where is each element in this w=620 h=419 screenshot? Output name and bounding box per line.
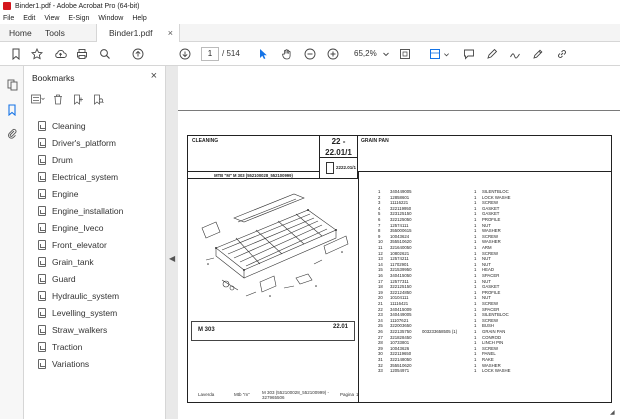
panel-splitter[interactable]: [166, 66, 178, 419]
bookmark-item[interactable]: Hydraulic_system: [38, 287, 162, 304]
draw-icon[interactable]: [508, 46, 522, 62]
parts-row-part-number: 12577311: [390, 278, 409, 284]
document-view[interactable]: [178, 66, 620, 419]
parts-row-number: 31: [378, 357, 383, 362]
parts-row-part-number: 321539950: [390, 267, 412, 273]
layout-dropdown-chevron-icon[interactable]: [442, 46, 450, 62]
parts-row-number: 32: [378, 362, 383, 368]
parts-row-description: PROFILE: [482, 217, 501, 222]
parts-row-quantity: 1: [474, 278, 477, 284]
parts-row-description: PANEL: [482, 351, 496, 357]
drawing-code: 22.01: [332, 324, 348, 330]
page-count: / 514: [222, 49, 240, 58]
hand-tool-icon[interactable]: [280, 46, 294, 62]
bookmark-item[interactable]: Traction: [38, 338, 162, 355]
parts-row-number: 14: [378, 261, 383, 267]
parts-row-quantity: 1: [474, 273, 477, 278]
parts-row-description: NUT: [482, 278, 491, 284]
parts-row-quantity: 1: [474, 317, 477, 323]
pdf-page: [178, 111, 620, 419]
footer-page-label: Pagina: [340, 392, 355, 397]
parts-row-number: 19: [378, 289, 383, 295]
parts-sheet: [187, 135, 612, 403]
comment-icon[interactable]: [462, 46, 476, 62]
parts-row-quantity: 1: [474, 250, 477, 256]
bookmark-icon: [38, 172, 46, 182]
drawing-model: M 303: [198, 327, 215, 333]
sheet-stamp-value: 2222.01/1: [336, 165, 357, 170]
parts-row-part-number: 355510620: [390, 362, 412, 368]
bookmark-item[interactable]: Electrical_system: [38, 168, 162, 185]
parts-row-number: 11: [378, 245, 383, 250]
parts-row-description: LOCK WASHE: [482, 194, 511, 200]
navigation-rail: [0, 66, 24, 419]
parts-row-quantity: 1: [474, 194, 477, 200]
parts-row-description: GASKET: [482, 205, 500, 211]
parts-row-quantity: 1: [474, 261, 477, 267]
zoom-in-icon[interactable]: [326, 46, 340, 62]
fit-page-icon[interactable]: [398, 46, 412, 62]
footer-serial: M 303 (552100028_552100999) - 327965506: [262, 390, 330, 400]
parts-row-quantity: 1: [474, 301, 477, 306]
parts-row-part-number: 355000615: [390, 228, 412, 234]
parts-row-part-number: 11702901: [390, 261, 409, 267]
parts-row-number: 21: [378, 301, 383, 306]
parts-row-part-number: 322125150: [390, 284, 412, 290]
parts-row-part-number: 355510620: [390, 239, 412, 245]
bookmarks-panel-title: Bookmarks: [32, 73, 75, 83]
parts-row-number: 10: [378, 239, 383, 245]
sheet-code-box: [320, 136, 358, 158]
menu-window[interactable]: Window: [98, 14, 124, 22]
parts-row-description: NUT: [482, 256, 491, 262]
parts-row-number: 16: [378, 273, 383, 278]
sheet-code-top: 22 -: [331, 137, 346, 146]
bookmark-options-icon[interactable]: [30, 92, 46, 106]
parts-row-number: 17: [378, 278, 383, 284]
parts-row-number: 1: [378, 189, 381, 194]
menu-edit[interactable]: Edit: [23, 14, 36, 22]
fill-sign-icon[interactable]: [531, 46, 545, 62]
parts-row-description: SPACER: [482, 273, 500, 278]
parts-row-quantity: 1: [474, 340, 477, 346]
star-icon[interactable]: [29, 46, 45, 62]
parts-row-note: 003233658505 (1): [422, 329, 458, 334]
parts-row-part-number: 323125150: [390, 211, 412, 217]
parts-row-number: 3: [378, 200, 381, 206]
parts-row-number: 2: [378, 194, 381, 200]
footer-brand: Laverda: [198, 392, 215, 397]
parts-row-description: SCREW: [482, 250, 498, 256]
parts-row-quantity: 1: [474, 329, 477, 334]
bookmark-icon: [38, 274, 46, 284]
parts-row-description: SCREW: [482, 317, 498, 323]
parts-row-description: GASKET: [482, 284, 500, 290]
parts-row-description: SCREW: [482, 345, 498, 351]
parts-row-quantity: 1: [474, 334, 477, 340]
parts-row-description: GRAIN PAN: [482, 329, 506, 334]
parts-row-description: SCREW: [482, 301, 498, 306]
bookmark-icon: [38, 359, 46, 369]
parts-row-number: 6: [378, 217, 381, 222]
bookmarks-panel-icon[interactable]: [5, 103, 19, 117]
page-number-input[interactable]: 1: [201, 47, 219, 61]
parts-row-number: 22: [378, 306, 383, 312]
parts-row-part-number: 12574111: [390, 222, 409, 228]
bookmark-icon: [38, 155, 46, 165]
parts-row-quantity: 1: [474, 306, 477, 312]
parts-row-description: SPACER: [482, 306, 500, 312]
parts-row-number: 5: [378, 211, 381, 217]
parts-row-part-number: 321828450: [390, 334, 412, 340]
page-layout-icon[interactable]: [428, 46, 442, 62]
zoom-out-icon[interactable]: [303, 46, 317, 62]
next-page-icon[interactable]: [178, 46, 192, 62]
parts-row-part-number: 12858601: [390, 194, 410, 200]
parts-row-description: WASHER: [482, 228, 501, 234]
sheet-code-bottom: 22.01/1: [325, 148, 352, 157]
parts-row-description: CONROD: [482, 334, 502, 340]
parts-row-quantity: 1: [474, 217, 477, 222]
parts-row-number: 7: [378, 222, 381, 228]
parts-row-number: 27: [378, 334, 383, 340]
bookmark-item[interactable]: Driver's_platform: [38, 134, 162, 151]
title-bar: [0, 0, 620, 12]
parts-row-part-number: 322003650: [390, 323, 412, 329]
menu-esign[interactable]: E-Sign: [68, 14, 90, 22]
parts-row-quantity: 1: [474, 211, 477, 217]
sheet-model-subheader: MTB "M" M 303 (552100028_552100999): [188, 172, 320, 179]
parts-row-quantity: 1: [474, 267, 477, 273]
page-thumbnails-icon[interactable]: [5, 78, 19, 92]
parts-row-part-number: 322119650: [390, 351, 412, 357]
parts-row-part-number: 322135750: [390, 329, 412, 334]
find-icon[interactable]: [97, 46, 113, 62]
parts-row-description: RAKE: [482, 357, 494, 362]
parts-row-number: 30: [378, 351, 383, 357]
parts-row-quantity: 1: [474, 362, 477, 368]
bookmark-item[interactable]: Guard: [38, 270, 162, 287]
parts-row-quantity: 1: [474, 228, 477, 234]
sheet-title-label: GRAIN PAN: [361, 138, 389, 144]
bookmark-icon: [38, 138, 46, 148]
attachments-paperclip-icon[interactable]: [5, 126, 19, 140]
parts-row-quantity: 1: [474, 351, 477, 357]
collapse-panel-arrow-icon[interactable]: ◀: [169, 254, 176, 263]
parts-row-description: SILENTBLOC: [482, 312, 509, 318]
parts-row-description: LINCH PIN: [482, 340, 504, 346]
bookmark-item[interactable]: Engine_installation: [38, 202, 162, 219]
parts-row-quantity: 1: [474, 323, 477, 329]
parts-row-part-number: 12054971: [390, 368, 410, 374]
parts-row-quantity: 1: [474, 256, 477, 262]
menu-file[interactable]: File: [3, 14, 15, 22]
parts-row-description: SCREW: [482, 233, 498, 239]
bookmark-item[interactable]: Levelling_system: [38, 304, 162, 321]
tab-bar: [0, 24, 620, 42]
tab-tools[interactable]: Tools: [45, 28, 65, 38]
parts-row-number: 26: [378, 329, 383, 334]
parts-row-description: WASHER: [482, 362, 501, 368]
tab-document[interactable]: [96, 24, 180, 42]
previous-page-icon[interactable]: [131, 46, 145, 62]
parts-row-number: 8: [378, 228, 381, 234]
parts-row-description: SCREW: [482, 200, 498, 206]
acrobat-logo-icon: [3, 2, 11, 10]
zoom-level[interactable]: 65,2%: [354, 49, 377, 58]
parts-row-part-number: 321640050: [390, 245, 412, 250]
bookmark-item[interactable]: Engine_Iveco: [38, 219, 162, 236]
parts-row-number: 13: [378, 256, 383, 262]
bookmark-icon: [38, 325, 46, 335]
parts-row-quantity: 1: [474, 345, 477, 351]
bookmark-item[interactable]: Engine: [38, 185, 162, 202]
exploded-parts-drawing: [196, 188, 351, 306]
bookmark-icon: [38, 121, 46, 131]
parts-row-quantity: 1: [474, 200, 477, 206]
parts-row-part-number: 340449005: [390, 312, 412, 318]
parts-row-part-number: 10802621: [390, 250, 410, 256]
footer-model: Mtb "m": [234, 392, 250, 397]
parts-row-number: 24: [378, 317, 383, 323]
sheet-stamp-icon: [326, 162, 334, 174]
parts-row-quantity: 1: [474, 245, 477, 250]
parts-row-description: NUT: [482, 222, 491, 228]
tab-document-label: Binder1.pdf: [109, 28, 153, 38]
zoom-dropdown-chevron-icon[interactable]: [381, 46, 391, 62]
parts-row-description: HEAD: [482, 267, 494, 273]
parts-row-part-number: 10733801: [390, 340, 410, 346]
parts-row-number: 18: [378, 284, 383, 290]
parts-row-part-number: 340449005: [390, 189, 412, 194]
print-icon[interactable]: [74, 46, 90, 62]
parts-row-part-number: 322119950: [390, 205, 412, 211]
upload-cloud-icon[interactable]: [52, 46, 68, 62]
delete-bookmark-icon[interactable]: [50, 92, 66, 106]
parts-row-description: GASKET: [482, 211, 500, 217]
parts-row-description: BUSH: [482, 323, 494, 329]
close-tab-icon[interactable]: ×: [167, 28, 173, 38]
parts-row-part-number: 322148050: [390, 357, 412, 362]
bookmark-item[interactable]: Variations: [38, 355, 162, 372]
bookmark-item[interactable]: Grain_tank: [38, 253, 162, 270]
parts-row-number: 9: [378, 233, 381, 239]
bookmark-icon: [38, 206, 46, 216]
bookmark-add-icon[interactable]: [8, 46, 24, 62]
parts-row-part-number: 12574211: [390, 256, 409, 262]
bookmark-item[interactable]: Front_elevator: [38, 236, 162, 253]
share-link-icon[interactable]: [555, 46, 569, 62]
parts-row-part-number: 10043626: [390, 345, 410, 351]
parts-row-part-number: 340415009: [390, 306, 412, 312]
search-bookmark-icon[interactable]: [90, 92, 106, 106]
parts-row-quantity: 1: [474, 284, 477, 290]
toolbar: [0, 42, 620, 66]
menu-bar: [0, 12, 620, 24]
sheet-footer: [188, 388, 358, 404]
parts-row-number: 23: [378, 312, 383, 318]
parts-row-number: 15: [378, 267, 383, 273]
bookmark-icon: [38, 257, 46, 267]
highlight-pen-icon[interactable]: [485, 46, 499, 62]
bookmark-item[interactable]: Straw_walkers: [38, 321, 162, 338]
parts-row-quantity: 1: [474, 205, 477, 211]
new-bookmark-icon[interactable]: [70, 92, 86, 106]
parts-row-quantity: 1: [474, 312, 477, 318]
close-panel-icon[interactable]: ×: [150, 70, 157, 82]
parts-row-description: NUT: [482, 261, 491, 267]
parts-row-part-number: 322125050: [390, 217, 412, 222]
footer-page-number: 1: [356, 392, 359, 397]
parts-row-part-number: 11116221: [390, 200, 409, 206]
sheet-group-label: CLEANING: [192, 138, 219, 144]
parts-row-part-number: 11116421: [390, 301, 409, 306]
bookmark-icon: [38, 223, 46, 233]
parts-row-quantity: 1: [474, 233, 477, 239]
parts-row-quantity: 1: [474, 189, 477, 194]
tab-home[interactable]: Home: [9, 28, 32, 38]
parts-row-description: NUT: [482, 295, 491, 301]
window-title: Binder1.pdf - Adobe Acrobat Pro (64-bit): [15, 2, 140, 10]
parts-row-description: SILENTBLOC: [482, 189, 509, 194]
parts-row-part-number: 11107621: [390, 317, 409, 323]
sheet-stamp: [320, 158, 358, 179]
select-cursor-icon[interactable]: [257, 46, 269, 62]
parts-row-quantity: 1: [474, 239, 477, 245]
parts-row-number: 4: [378, 205, 381, 211]
bookmark-list: [38, 117, 162, 372]
parts-row-number: 12: [378, 250, 383, 256]
sheet-group-box: [188, 136, 320, 172]
parts-row-number: 28: [378, 340, 383, 346]
parts-row-part-number: 10104111: [390, 295, 409, 301]
parts-row-quantity: 1: [474, 295, 477, 301]
parts-row-description: WASHER: [482, 239, 501, 245]
parts-row-number: 29: [378, 345, 383, 351]
parts-row-part-number: 322124850: [390, 289, 412, 295]
parts-row-quantity: 1: [474, 357, 477, 362]
parts-row-description: ARM: [482, 245, 492, 250]
bookmark-icon: [38, 342, 46, 352]
parts-row-number: 33: [378, 368, 383, 374]
parts-row-quantity: 1: [474, 289, 477, 295]
bookmark-item[interactable]: Cleaning: [38, 117, 162, 134]
bookmark-icon: [38, 189, 46, 199]
parts-row-part-number: 340415050: [390, 273, 412, 278]
bookmark-icon: [38, 240, 46, 250]
parts-row-quantity: 1: [474, 222, 477, 228]
sheet-title-box: [358, 136, 612, 172]
previous-page-bottom: [178, 66, 620, 110]
menu-help[interactable]: Help: [132, 14, 147, 22]
drawing-title-block: [191, 321, 355, 341]
bookmark-icon: [38, 308, 46, 318]
parts-row-number: 20: [378, 295, 383, 301]
bookmark-icon: [38, 291, 46, 301]
parts-row-description: PROFILE: [482, 289, 501, 295]
menu-view[interactable]: View: [44, 14, 60, 22]
bookmark-item[interactable]: Drum: [38, 151, 162, 168]
bookmarks-panel: [24, 66, 166, 419]
parts-row-number: 25: [378, 323, 383, 329]
bookmarks-toolbar: [30, 92, 110, 106]
parts-row-description: LOCK WASHE: [482, 368, 511, 374]
parts-row-quantity: 1: [474, 368, 477, 374]
parts-row-part-number: 10043624: [390, 233, 410, 239]
resize-grip-icon[interactable]: ◢: [610, 410, 615, 416]
